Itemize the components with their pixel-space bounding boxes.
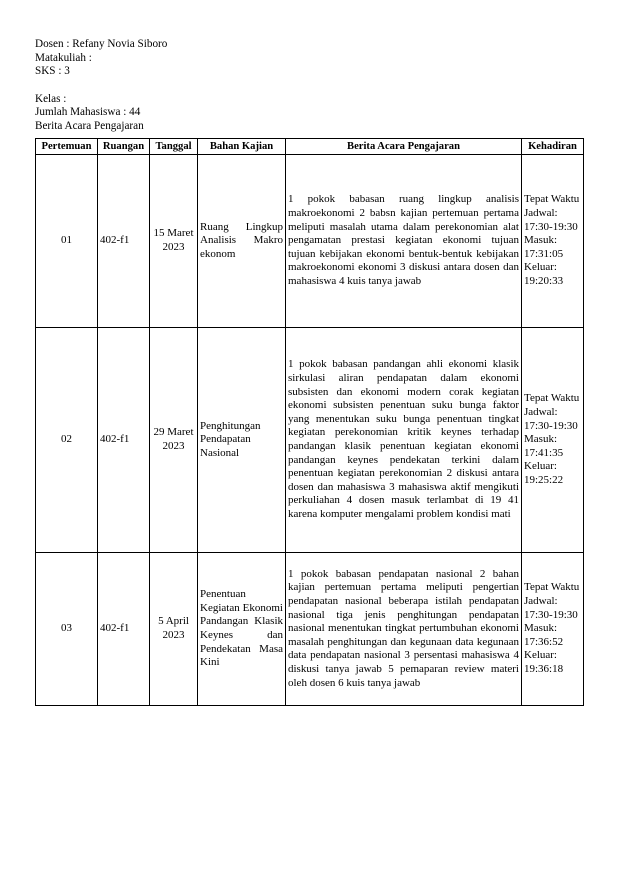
cell-kehadiran: Tepat Waktu Jadwal: 17:30-19:30 Masuk: 17:36:52 Keluar: 19:36:18 (522, 553, 584, 706)
header-spacer (35, 79, 595, 93)
lecturer-line: Dosen : Refany Novia Siboro (35, 38, 168, 50)
cell-tanggal: 15 Maret 2023 (150, 155, 198, 328)
cell-bahan-kajian: Ruang Lingkup Analisis Makro ekonom (198, 155, 286, 328)
cell-ruangan: 402-f1 (98, 328, 150, 553)
section-title: Berita Acara Pengajaran (35, 119, 144, 132)
cell-pertemuan: 01 (36, 155, 98, 328)
table-row (36, 155, 584, 328)
cell-berita-acara: 1 pokok babasan ruang lingkup analisis makroekonomi 2 babsn kajian pertemuan pertama meliputi masalah utama dalam perekonomian alat pengamatan prestasi kegiatan ekonomi tujuan tujuan kebijakan ekonomi bentuk-bentuk kebijakan makroekonomi ekonomi 3 diskusi antara dosen dan mahasiswa 4 kuis tanya jawab (286, 155, 522, 328)
column-header-bahan-kajian: Bahan Kajian (198, 139, 286, 155)
credits-line: SKS : 3 (35, 65, 70, 78)
cell-ruangan: 402-f1 (98, 553, 150, 706)
cell-berita-acara: 1 pokok babasan pandangan ahli ekonomi klasik sirkulasi aliran pendapatan dalam ekonomi subsisten dan ekonomi modern corak kegiatan ekonomi subsisten penentuan suku bunga faktor yang menentukan suku bunga penentuan tingkat kegiatan perekonomian kritik keynes terhadap pandangan klasik penentuan kegiatan ekonomi pandangan keynes pendekatan terkini dalam penentuan kegiatan perekonomian 2 diskusi antara dosen dan mahasiswa 3 mahasiswa aktif mengikuti perkuliahan 4 dosen masuk terlambat di 19 41 karena komputer mengalami problem kondisi mati (286, 328, 522, 553)
cell-pertemuan: 02 (36, 328, 98, 553)
column-header-pertemuan: Pertemuan (36, 139, 98, 155)
cell-tanggal: 5 April 2023 (150, 553, 198, 706)
column-header-tanggal: Tanggal (150, 139, 198, 155)
cell-kehadiran: Tepat Waktu Jadwal: 17:30-19:30 Masuk: 17:31:05 Keluar: 19:20:33 (522, 155, 584, 328)
cell-pertemuan: 03 (36, 553, 98, 706)
column-header-ruangan: Ruangan (98, 139, 150, 155)
cell-bahan-kajian: Penentuan Kegiatan Ekonomi Pandangan Klasik Keynes dan Pendekatan Masa Kini (198, 553, 286, 706)
cell-bahan-kajian: Penghitungan Pendapatan Nasional (198, 328, 286, 553)
table-header-row (36, 139, 584, 155)
column-header-berita-acara: Berita Acara Pengajaran (286, 139, 522, 155)
class-line: Kelas : (35, 92, 67, 105)
cell-kehadiran: Tepat Waktu Jadwal: 17:30-19:30 Masuk: 17:41:35 Keluar: 19:25:22 (522, 328, 584, 553)
table-row (36, 328, 584, 553)
document-header (35, 38, 595, 134)
cell-berita-acara: 1 pokok babasan pendapatan nasional 2 bahan kajian pertemuan pertama meliputi pengertian pendapatan nasional beberapa istilah pendapatan nasional tiga jenis penghitungan pendapatan nasional menentukan tingkat pertumbuhan ekonomi masalah penghitungan dan kegunaan data kegunaan data pendapatan nasional 3 persentasi mahasiswa 4 diskusi tanya jawab 5 pemaparan review materi oleh dosen 6 kuis tanya jawab (286, 553, 522, 706)
table-row (36, 553, 584, 706)
course-line: Matakuliah : (35, 51, 92, 64)
column-header-kehadiran: Kehadiran (522, 139, 584, 155)
cell-ruangan: 402-f1 (98, 155, 150, 328)
student-count-line: Jumlah Mahasiswa : 44 (35, 106, 141, 119)
teaching-report-table (35, 138, 584, 706)
cell-tanggal: 29 Maret 2023 (150, 328, 198, 553)
